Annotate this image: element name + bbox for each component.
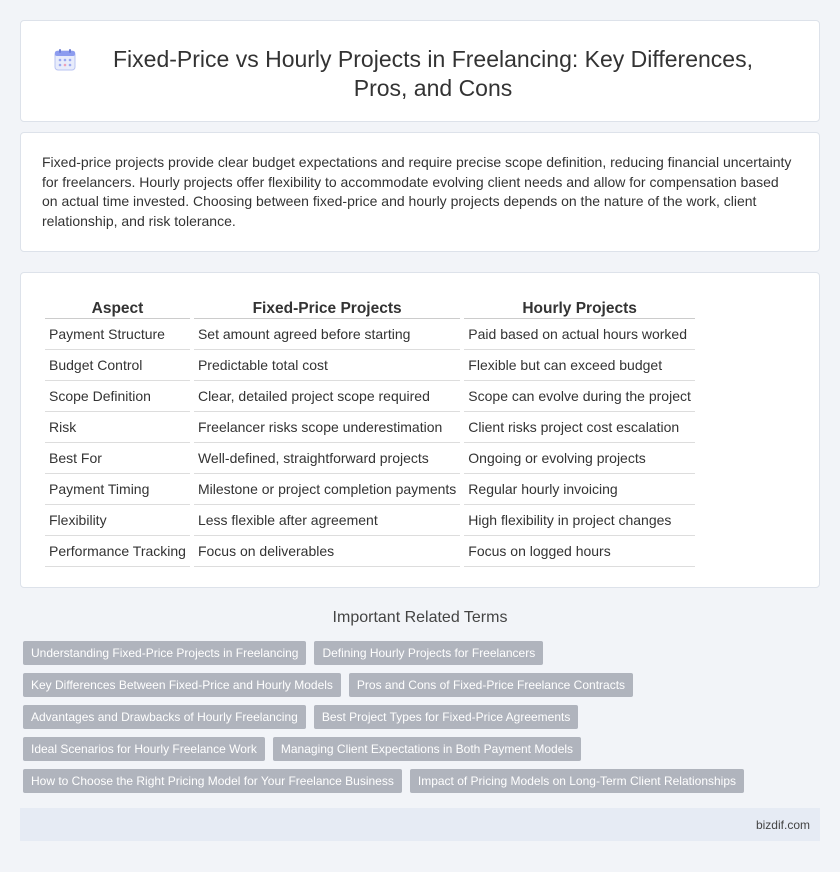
cell-aspect: Scope Definition <box>45 381 190 412</box>
related-term-tag[interactable]: Best Project Types for Fixed-Price Agreements <box>314 705 579 729</box>
table-row <box>45 319 695 350</box>
related-term-tag[interactable]: Advantages and Drawbacks of Hourly Freelancing <box>23 705 306 729</box>
cell-aspect: Payment Timing <box>45 474 190 505</box>
table-row <box>45 474 695 505</box>
related-terms-title: Important Related Terms <box>332 609 508 626</box>
related-term-tag[interactable]: Impact of Pricing Models on Long-Term Client Relationships <box>410 769 744 793</box>
cell-aspect: Flexibility <box>45 505 190 536</box>
footer-site-link[interactable]: bizdif.com <box>755 818 810 832</box>
cell-hourly: Client risks project cost escalation <box>464 412 695 443</box>
related-term-tag[interactable]: Ideal Scenarios for Hourly Freelance Work <box>23 737 265 761</box>
table-row <box>45 381 695 412</box>
cell-hourly: Flexible but can exceed budget <box>464 350 695 381</box>
cell-hourly: Regular hourly invoicing <box>464 474 695 505</box>
cell-fixed: Freelancer risks scope underestimation <box>194 412 460 443</box>
cell-hourly: Scope can evolve during the project <box>464 381 695 412</box>
related-term-tag[interactable]: Key Differences Between Fixed-Price and Hourly Models <box>23 673 341 697</box>
related-term-tag[interactable]: Pros and Cons of Fixed-Price Freelance Contracts <box>349 673 633 697</box>
related-term-tag[interactable]: Managing Client Expectations in Both Payment Models <box>273 737 581 761</box>
comparison-card <box>20 272 820 588</box>
table-row <box>45 536 695 567</box>
cell-hourly: Ongoing or evolving projects <box>464 443 695 474</box>
related-term-tag[interactable]: Understanding Fixed-Price Projects in Freelancing <box>23 641 306 665</box>
cell-aspect: Payment Structure <box>45 319 190 350</box>
cell-hourly: High flexibility in project changes <box>464 505 695 536</box>
cell-hourly: Paid based on actual hours worked <box>464 319 695 350</box>
related-term-tag[interactable]: How to Choose the Right Pricing Model for Your Freelance Business <box>23 769 402 793</box>
title-wrap <box>61 45 779 103</box>
cell-fixed: Less flexible after agreement <box>194 505 460 536</box>
cell-fixed: Predictable total cost <box>194 350 460 381</box>
header-aspect: Aspect <box>45 293 190 319</box>
footer-bar <box>20 808 820 841</box>
table-header-row <box>45 293 695 319</box>
table-row <box>45 350 695 381</box>
table-row <box>45 443 695 474</box>
header-card <box>20 20 820 122</box>
intro-paragraph: Fixed-price projects provide clear budget expectations and require precise scope definition, reducing financial uncertainty for freelancers. Hourly projects offer flexibility to accommodate evolving client needs and allow for compensation based on actual time invested. Choosing between fixed-price and hourly projects depends on the nature of the work, client relationship, and risk tolerance. <box>42 154 792 229</box>
cell-fixed: Well-defined, straightforward projects <box>194 443 460 474</box>
header-fixed-price: Fixed-Price Projects <box>194 293 460 319</box>
related-terms-list <box>23 641 823 793</box>
cell-fixed: Milestone or project completion payments <box>194 474 460 505</box>
cell-aspect: Budget Control <box>45 350 190 381</box>
header-hourly: Hourly Projects <box>464 293 695 319</box>
cell-fixed: Set amount agreed before starting <box>194 319 460 350</box>
page-title: Fixed-Price vs Hourly Projects in Freelancing: Key Differences, Pros, and Cons <box>113 46 753 101</box>
cell-fixed: Clear, detailed project scope required <box>194 381 460 412</box>
table-row <box>45 505 695 536</box>
intro-card <box>20 132 820 252</box>
cell-aspect: Risk <box>45 412 190 443</box>
cell-fixed: Focus on deliverables <box>194 536 460 567</box>
table-row <box>45 412 695 443</box>
cell-aspect: Best For <box>45 443 190 474</box>
related-term-tag[interactable]: Defining Hourly Projects for Freelancers <box>314 641 543 665</box>
cell-hourly: Focus on logged hours <box>464 536 695 567</box>
comparison-table <box>41 293 699 567</box>
cell-aspect: Performance Tracking <box>45 536 190 567</box>
